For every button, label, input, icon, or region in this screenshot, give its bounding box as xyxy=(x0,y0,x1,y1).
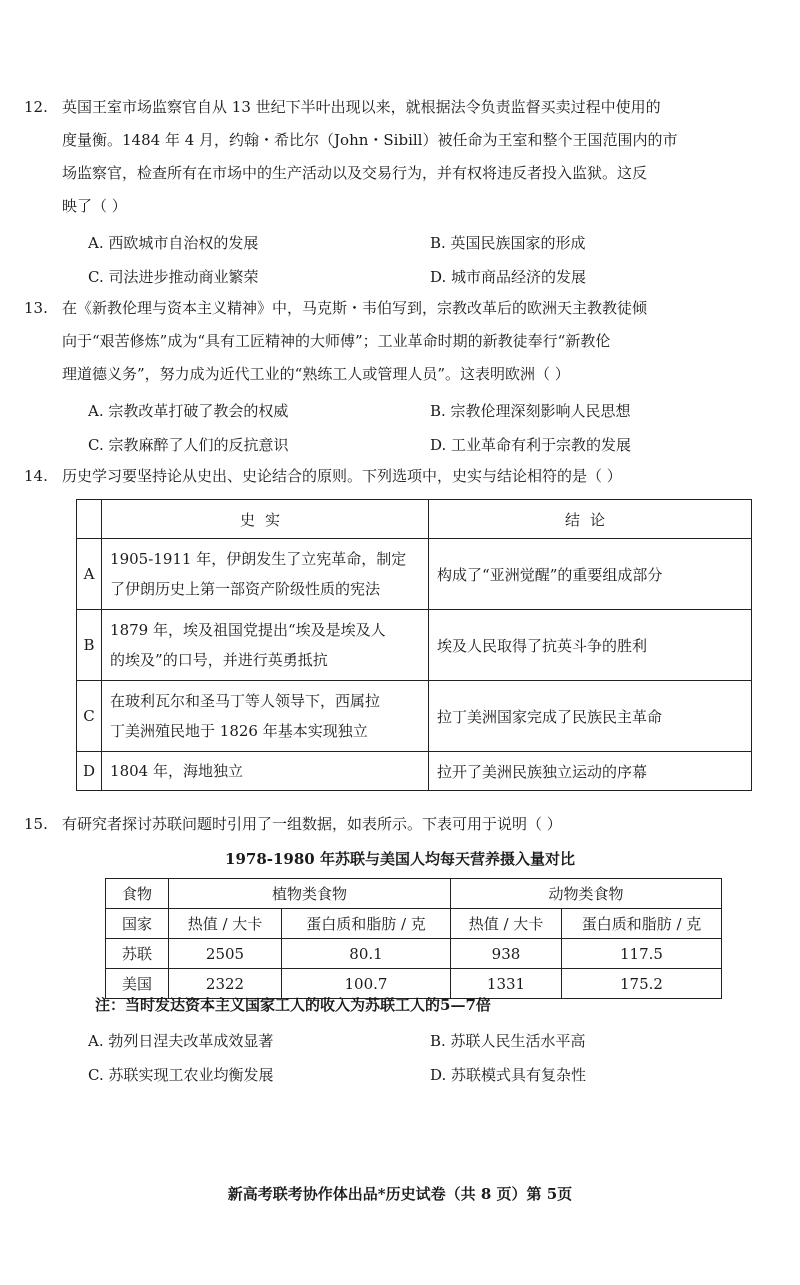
animal-food-header: 动物类食物 xyxy=(451,879,722,909)
question-text-line: 英国王室市场监察官自从 13 世纪下半叶出现以来，就根据法令负责监督买卖过程中使用的 xyxy=(62,98,661,116)
fact-cell xyxy=(102,681,429,752)
fact-line: 的埃及”的口号，并进行英勇抵抗 xyxy=(110,651,328,669)
fact-header: 史实 xyxy=(102,500,429,539)
conclusion-cell: 拉开了美洲民族独立运动的序幕 xyxy=(429,752,752,791)
page-footer: 新高考联考协作体出品*历史试卷（共 8 页）第 5页 xyxy=(227,1185,573,1203)
fact-cell xyxy=(102,610,429,681)
conclusion-cell: 拉丁美洲国家完成了民族民主革命 xyxy=(429,681,752,752)
table-row xyxy=(106,939,722,969)
table-row xyxy=(77,752,752,791)
option-b[interactable]: B. 英国民族国家的形成 xyxy=(430,234,586,252)
option-c[interactable]: C. 司法进步推动商业繁荣 xyxy=(88,268,259,286)
table-corner-cell xyxy=(77,500,102,539)
food-header: 食物 xyxy=(106,879,169,909)
question-text-line: 在《新教伦理与资本主义精神》中，马克斯・韦伯写到，宗教改革后的欧洲天主教教徒倾 xyxy=(62,299,648,317)
table-row xyxy=(77,610,752,681)
table-row xyxy=(77,539,752,610)
option-b[interactable]: B. 宗教伦理深刻影响人民思想 xyxy=(430,402,631,420)
option-d[interactable]: D. 工业革命有利于宗教的发展 xyxy=(430,436,632,454)
country-cell: 美国 xyxy=(106,969,169,999)
question-text-line: 度量衡。1484 年 4 月，约翰・希比尔（John・Sibill）被任命为王室和整个王国范围内的市 xyxy=(62,131,678,149)
fact-line: 1905-1911 年，伊朗发生了立宪革命，制定 xyxy=(110,550,407,568)
fact-cell: 1804 年，海地独立 xyxy=(102,752,429,791)
fact-line: 在玻利瓦尔和圣马丁等人领导下，西属拉 xyxy=(110,692,381,710)
fact-conclusion-table xyxy=(76,499,752,791)
value-cell: 2322 xyxy=(169,969,282,999)
fact-line: 了伊朗历史上第一部资产阶级性质的宪法 xyxy=(110,580,381,598)
fact-line: 1879 年，埃及祖国党提出“埃及是埃及人 xyxy=(110,621,386,639)
value-cell: 2505 xyxy=(169,939,282,969)
question-text-line: 历史学习要坚持论从史出、史论结合的原则。下列选项中，史实与结论相符的是（ ） xyxy=(62,467,622,485)
country-header: 国家 xyxy=(106,909,169,939)
question-13 xyxy=(24,292,762,391)
value-cell: 117.5 xyxy=(562,939,722,969)
question-text-line: 向于“艰苦修炼”成为“具有工匠精神的大师傅”；工业革命时期的新教徒奉行“新教伦 xyxy=(62,332,611,350)
option-d[interactable]: D. 苏联模式具有复杂性 xyxy=(430,1066,587,1084)
question-number: 13. xyxy=(24,299,48,317)
row-letter: D xyxy=(77,752,102,791)
conclusion-header: 结论 xyxy=(429,500,752,539)
calorie-header: 热值 / 大卡 xyxy=(169,909,282,939)
nutrition-table xyxy=(105,878,722,999)
option-a[interactable]: A. 宗教改革打破了教会的权威 xyxy=(88,402,289,420)
fact-line: 丁美洲殖民地于 1826 年基本实现独立 xyxy=(110,722,368,740)
question-number: 14. xyxy=(24,467,48,485)
option-a[interactable]: A. 勃列日涅夫改革成效显著 xyxy=(88,1032,274,1050)
table-title: 1978-1980 年苏联与美国人均每天营养摄入量对比 xyxy=(225,850,575,868)
option-a[interactable]: A. 西欧城市自治权的发展 xyxy=(88,234,259,252)
question-text-line: 场监察官，检查所有在市场中的生产活动以及交易行为，并有权将违反者投入监狱。这反 xyxy=(62,164,648,182)
plant-food-header: 植物类食物 xyxy=(169,879,451,909)
protein-fat-header: 蛋白质和脂肪 / 克 xyxy=(562,909,722,939)
option-c[interactable]: C. 宗教麻醉了人们的反抗意识 xyxy=(88,436,289,454)
value-cell: 80.1 xyxy=(282,939,451,969)
table-row xyxy=(106,909,722,939)
protein-fat-header: 蛋白质和脂肪 / 克 xyxy=(282,909,451,939)
table-note: 注：当时发达资本主义国家工人的收入为苏联工人的5—7倍 xyxy=(95,996,491,1014)
value-cell: 100.7 xyxy=(282,969,451,999)
option-c[interactable]: C. 苏联实现工农业均衡发展 xyxy=(88,1066,274,1084)
question-number: 12. xyxy=(24,98,48,116)
table-row xyxy=(77,681,752,752)
row-letter: C xyxy=(77,681,102,752)
row-letter: B xyxy=(77,610,102,681)
table-row xyxy=(106,879,722,909)
question-12 xyxy=(24,91,762,223)
option-d[interactable]: D. 城市商品经济的发展 xyxy=(430,268,587,286)
row-letter: A xyxy=(77,539,102,610)
option-b[interactable]: B. 苏联人民生活水平高 xyxy=(430,1032,586,1050)
value-cell: 1331 xyxy=(451,969,562,999)
value-cell: 175.2 xyxy=(562,969,722,999)
country-cell: 苏联 xyxy=(106,939,169,969)
question-14 xyxy=(24,460,762,493)
question-text-line: 理道德义务”，努力成为近代工业的“熟练工人或管理人员”。这表明欧洲（ ） xyxy=(62,365,570,383)
fact-cell xyxy=(102,539,429,610)
table-header-row xyxy=(77,500,752,539)
question-text-line: 有研究者探讨苏联问题时引用了一组数据，如表所示。下表可用于说明（ ） xyxy=(62,815,562,833)
calorie-header: 热值 / 大卡 xyxy=(451,909,562,939)
question-text-line: 映了（ ） xyxy=(62,197,127,215)
conclusion-cell: 埃及人民取得了抗英斗争的胜利 xyxy=(429,610,752,681)
conclusion-cell: 构成了“亚洲觉醒”的重要组成部分 xyxy=(429,539,752,610)
question-number: 15. xyxy=(24,815,48,833)
value-cell: 938 xyxy=(451,939,562,969)
question-15 xyxy=(24,808,762,841)
